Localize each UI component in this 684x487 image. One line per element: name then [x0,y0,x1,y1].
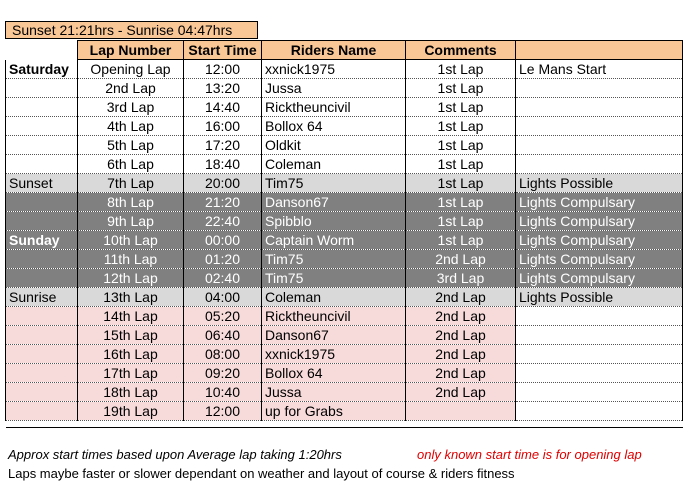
rider-name-cell: Danson67 [262,193,406,212]
lap-number-cell: 17th Lap [78,364,184,383]
header-start-time: Start Time [184,41,262,60]
table-row [6,231,683,250]
comment-cell: 3rd Lap [406,269,516,288]
rider-name-cell: Bollox 64 [262,364,406,383]
rider-name-cell: Coleman [262,288,406,307]
table-row [6,326,683,345]
table-row [6,98,683,117]
lap-number-cell: 4th Lap [78,117,184,136]
rider-name-cell: Tim75 [262,250,406,269]
blank-cell [78,421,184,428]
comment-cell: 1st Lap [406,174,516,193]
start-time-cell: 16:00 [184,117,262,136]
start-time-cell: 02:40 [184,269,262,288]
start-time-cell: 04:00 [184,288,262,307]
notes-cell: Lights Possible [516,288,683,307]
start-time-cell: 18:40 [184,155,262,174]
start-time-cell: 00:00 [184,231,262,250]
notes-cell [516,117,683,136]
rider-name-cell: Spibblo [262,212,406,231]
lap-number-cell: 13th Lap [78,288,184,307]
header-riders-name: Riders Name [262,41,406,60]
day-cell: Sunset [6,174,78,193]
header-lap-number: Lap Number [78,41,184,60]
day-cell: Sunday [6,231,78,250]
start-time-cell: 12:00 [184,60,262,79]
notes-cell [516,326,683,345]
table-row [6,174,683,193]
comment-cell: 1st Lap [406,79,516,98]
lap-number-cell: 16th Lap [78,345,184,364]
table-row [6,212,683,231]
rider-name-cell: xxnick1975 [262,345,406,364]
rider-name-cell: Oldkit [262,136,406,155]
comment-cell: 1st Lap [406,60,516,79]
comment-cell: 1st Lap [406,155,516,174]
laps-note: Laps maybe faster or slower dependant on weather and layout of course & riders fitness [8,466,515,481]
table-row [6,402,683,421]
header-row [6,41,683,60]
table-row [6,307,683,326]
day-cell [6,212,78,231]
header-extra [516,41,683,60]
lap-number-cell: Opening Lap [78,60,184,79]
sheet-title: Sunset 21:21hrs - Sunrise 04:47hrs [5,21,258,39]
notes-cell: Lights Compulsary [516,231,683,250]
comment-cell: 2nd Lap [406,345,516,364]
lap-number-cell: 3rd Lap [78,98,184,117]
lap-number-cell: 6th Lap [78,155,184,174]
day-cell [6,155,78,174]
comment-cell: 1st Lap [406,136,516,155]
start-time-cell: 10:40 [184,383,262,402]
notes-cell [516,79,683,98]
rider-name-cell: Ricktheuncivil [262,98,406,117]
notes-cell [516,155,683,174]
table-row [6,383,683,402]
day-cell [6,79,78,98]
comment-cell [406,402,516,421]
lap-number-cell: 2nd Lap [78,79,184,98]
lap-number-cell: 15th Lap [78,326,184,345]
comment-cell: 1st Lap [406,231,516,250]
day-cell [6,250,78,269]
comment-cell: 1st Lap [406,193,516,212]
comment-cell: 1st Lap [406,212,516,231]
day-cell [6,345,78,364]
notes-cell: Le Mans Start [516,60,683,79]
header-spacer [6,41,78,60]
start-time-cell: 01:20 [184,250,262,269]
day-cell: Sunrise [6,288,78,307]
lap-number-cell: 8th Lap [78,193,184,212]
rider-name-cell: Bollox 64 [262,117,406,136]
start-time-cell: 17:20 [184,136,262,155]
rider-name-cell: Captain Worm [262,231,406,250]
lap-number-cell: 11th Lap [78,250,184,269]
day-cell [6,364,78,383]
table-row [6,269,683,288]
day-cell [6,193,78,212]
notes-cell: Lights Compulsary [516,193,683,212]
rider-name-cell: Danson67 [262,326,406,345]
notes-cell: Lights Possible [516,174,683,193]
notes-cell [516,364,683,383]
blank-cell [6,421,78,428]
notes-cell: Lights Compulsary [516,250,683,269]
lap-number-cell: 5th Lap [78,136,184,155]
table-row [6,155,683,174]
comment-cell: 2nd Lap [406,288,516,307]
start-time-cell: 05:20 [184,307,262,326]
rider-name-cell: Jussa [262,79,406,98]
start-time-cell: 20:00 [184,174,262,193]
start-time-cell: 13:20 [184,79,262,98]
rider-name-cell: Coleman [262,155,406,174]
comment-cell: 2nd Lap [406,364,516,383]
notes-cell [516,345,683,364]
rider-name-cell: Ricktheuncivil [262,307,406,326]
day-cell [6,117,78,136]
lap-number-cell: 19th Lap [78,402,184,421]
table-row [6,288,683,307]
day-cell [6,98,78,117]
start-time-cell: 21:20 [184,193,262,212]
rider-name-cell: Jussa [262,383,406,402]
start-time-cell: 08:00 [184,345,262,364]
notes-cell [516,383,683,402]
day-cell [6,402,78,421]
notes-cell [516,98,683,117]
rider-name-cell: Tim75 [262,269,406,288]
notes-cell [516,136,683,155]
blank-cell [262,421,406,428]
start-time-cell: 09:20 [184,364,262,383]
lap-number-cell: 18th Lap [78,383,184,402]
comment-cell: 1st Lap [406,117,516,136]
table-row [6,136,683,155]
day-cell: Saturday [6,60,78,79]
lap-number-cell: 10th Lap [78,231,184,250]
comment-cell: 2nd Lap [406,383,516,402]
lap-schedule-table [5,40,683,428]
start-time-cell: 12:00 [184,402,262,421]
notes-cell [516,307,683,326]
notes-cell [516,402,683,421]
day-cell [6,269,78,288]
blank-cell [184,421,262,428]
table-row [6,60,683,79]
comment-cell: 2nd Lap [406,326,516,345]
table-row [6,345,683,364]
lap-number-cell: 12th Lap [78,269,184,288]
day-cell [6,326,78,345]
day-cell [6,383,78,402]
blank-row [6,421,683,428]
header-comments: Comments [406,41,516,60]
day-cell [6,136,78,155]
blank-cell [406,421,516,428]
table-row [6,79,683,98]
table-row [6,117,683,136]
rider-name-cell: Tim75 [262,174,406,193]
lap-number-cell: 14th Lap [78,307,184,326]
table-row [6,193,683,212]
table-row [6,250,683,269]
comment-cell: 2nd Lap [406,250,516,269]
lap-number-cell: 7th Lap [78,174,184,193]
comment-cell: 2nd Lap [406,307,516,326]
rider-name-cell: xxnick1975 [262,60,406,79]
notes-cell: Lights Compulsary [516,269,683,288]
comment-cell: 1st Lap [406,98,516,117]
approx-note: Approx start times based upon Average lap taking 1:20hrs [8,447,342,462]
notes-cell: Lights Compulsary [516,212,683,231]
table-row [6,364,683,383]
start-time-cell: 06:40 [184,326,262,345]
known-time-note: only known start time is for opening lap [417,447,642,462]
blank-cell [516,421,683,428]
start-time-cell: 14:40 [184,98,262,117]
day-cell [6,307,78,326]
lap-number-cell: 9th Lap [78,212,184,231]
rider-name-cell: up for Grabs [262,402,406,421]
start-time-cell: 22:40 [184,212,262,231]
